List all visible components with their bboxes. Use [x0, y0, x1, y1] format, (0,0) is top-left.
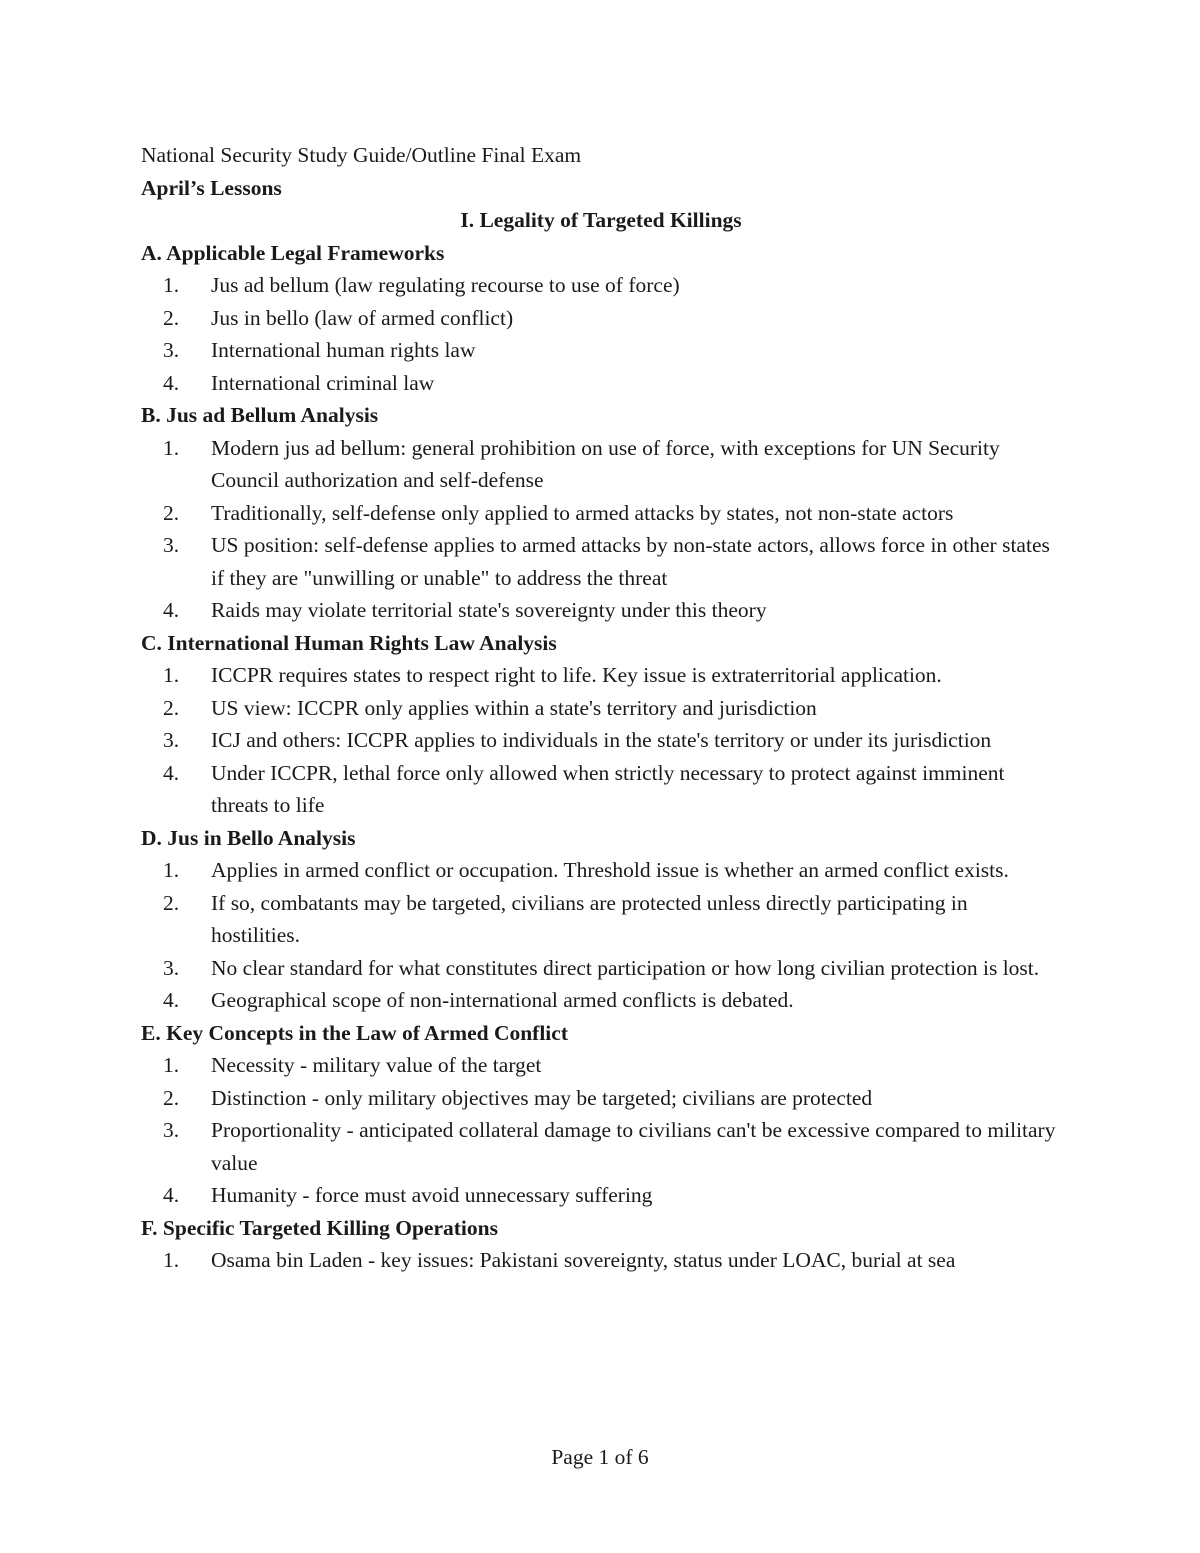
- list-item: [141, 367, 1061, 400]
- list-item: [141, 1082, 1061, 1115]
- item-text: If so, combatants may be targeted, civilians are protected unless directly participating in hostilities.: [211, 890, 968, 947]
- section-heading: E. Key Concepts in the Law of Armed Conflict: [141, 1020, 568, 1045]
- item-text: Humanity - force must avoid unnecessary suffering: [211, 1183, 653, 1207]
- list-item: [141, 529, 1061, 594]
- item-text: Applies in armed conflict or occupation. Threshold issue is whether an armed conflict exists.: [211, 858, 1009, 882]
- item-number: 4.: [163, 988, 180, 1012]
- item-number: 2.: [163, 695, 180, 720]
- item-number: 2.: [163, 500, 180, 525]
- item-number: 3.: [163, 338, 180, 362]
- item-text: ICCPR requires states to respect right to life. Key issue is extraterritorial application.: [211, 663, 942, 687]
- item-list: [141, 659, 1061, 822]
- item-text: Osama bin Laden - key issues: Pakistani sovereignty, status under LOAC, burial at sea: [211, 1248, 956, 1272]
- item-number: 1.: [163, 1053, 180, 1077]
- section-b: [141, 399, 1061, 627]
- list-item: [141, 1114, 1061, 1179]
- item-number: 3.: [163, 955, 180, 980]
- section-heading: C. International Human Rights Law Analysis: [141, 630, 557, 655]
- page-number: Page 1 of 6: [551, 1445, 649, 1469]
- item-number: 1.: [163, 435, 180, 460]
- item-text: Jus in bello (law of armed conflict): [211, 305, 514, 330]
- item-text: International criminal law: [211, 370, 435, 395]
- section-heading: F. Specific Targeted Killing Operations: [141, 1215, 498, 1240]
- item-text: Proportionality - anticipated collateral damage to civilians can't be excessive compared to military value: [211, 1118, 1056, 1175]
- list-item: [141, 1179, 1061, 1212]
- item-number: 3.: [163, 728, 180, 752]
- lessons-heading: April’s Lessons: [141, 175, 282, 200]
- list-item: [141, 984, 1061, 1017]
- list-item: [141, 692, 1061, 725]
- item-number: 1.: [163, 663, 180, 687]
- list-item: [141, 1244, 1061, 1277]
- list-item: [141, 269, 1061, 302]
- item-text: Geographical scope of non-international armed conflicts is debated.: [211, 988, 794, 1012]
- item-text: Jus ad bellum (law regulating recourse to use of force): [211, 273, 680, 297]
- item-text: No clear standard for what constitutes direct participation or how long civilian protection is lost.: [211, 955, 1040, 980]
- section-e: [141, 1017, 1061, 1212]
- item-text: Traditionally, self-defense only applied to armed attacks by states, not non-state actors: [211, 500, 954, 525]
- section-f: [141, 1212, 1061, 1277]
- item-number: 1.: [163, 858, 180, 882]
- section-heading: D. Jus in Bello Analysis: [141, 825, 356, 850]
- part-heading: I. Legality of Targeted Killings: [460, 208, 742, 232]
- document-title: National Security Study Guide/Outline Final Exam: [141, 143, 582, 167]
- item-text: Necessity - military value of the target: [211, 1053, 542, 1077]
- item-number: 1.: [163, 1248, 180, 1272]
- item-number: 3.: [163, 1118, 180, 1142]
- section-c: [141, 627, 1061, 822]
- item-text: ICJ and others: ICCPR applies to individuals in the state's territory or under its jurisdiction: [211, 728, 992, 752]
- item-list: [141, 269, 1061, 399]
- item-text: US position: self-defense applies to armed attacks by non-state actors, allows force in other states if they are "unwilling or unable" to address the threat: [211, 533, 1050, 590]
- section-heading: B. Jus ad Bellum Analysis: [141, 403, 379, 427]
- item-number: 3.: [163, 533, 180, 557]
- item-list: [141, 432, 1061, 627]
- page-footer: [0, 1441, 1200, 1473]
- section-a: [141, 237, 1061, 400]
- list-item: [141, 724, 1061, 757]
- item-number: 2.: [163, 305, 180, 330]
- list-item: [141, 952, 1061, 985]
- item-number: 4.: [163, 1183, 180, 1207]
- item-text: Modern jus ad bellum: general prohibition on use of force, with exceptions for UN Security Council authorization and self-defense: [211, 435, 1000, 492]
- list-item: [141, 757, 1061, 822]
- item-text: Under ICCPR, lethal force only allowed when strictly necessary to protect against imminent threats to life: [211, 760, 1005, 817]
- list-item: [141, 854, 1061, 887]
- item-number: 2.: [163, 890, 180, 915]
- section-d: [141, 822, 1061, 1017]
- item-number: 2.: [163, 1085, 180, 1110]
- section-heading: A. Applicable Legal Frameworks: [141, 240, 445, 265]
- document-body: [141, 139, 1061, 1277]
- item-text: International human rights law: [211, 338, 476, 362]
- item-number: 4.: [163, 370, 180, 395]
- item-text: Distinction - only military objectives may be targeted; civilians are protected: [211, 1085, 873, 1110]
- list-item: [141, 432, 1061, 497]
- list-item: [141, 887, 1061, 952]
- list-item: [141, 594, 1061, 627]
- item-number: 1.: [163, 273, 180, 297]
- item-number: 4.: [163, 598, 180, 622]
- item-list: [141, 1049, 1061, 1212]
- list-item: [141, 497, 1061, 530]
- item-number: 4.: [163, 760, 180, 785]
- item-list: [141, 854, 1061, 1017]
- list-item: [141, 334, 1061, 367]
- list-item: [141, 659, 1061, 692]
- list-item: [141, 302, 1061, 335]
- list-item: [141, 1049, 1061, 1082]
- item-list: [141, 1244, 1061, 1277]
- item-text: US view: ICCPR only applies within a state's territory and jurisdiction: [211, 695, 817, 720]
- item-text: Raids may violate territorial state's sovereignty under this theory: [211, 598, 767, 622]
